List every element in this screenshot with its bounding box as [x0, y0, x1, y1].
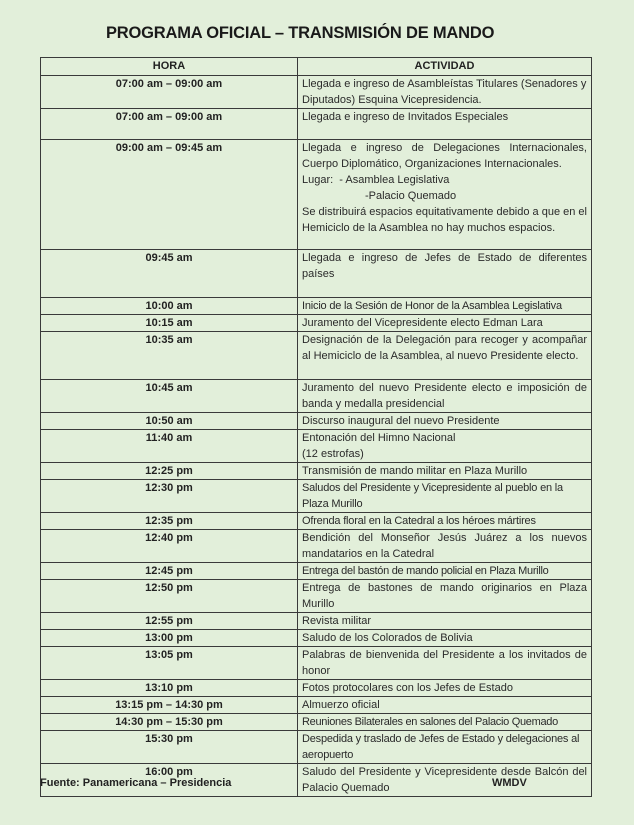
credit-note: WMDV — [492, 777, 527, 789]
row-actividad: Transmisión de mando militar en Plaza Murillo — [298, 463, 592, 480]
row-lugar-2: -Palacio Quemado — [365, 190, 457, 202]
row-actividad: Saludo del Presidente y Vicepresidente desde Balcón del Palacio Quemado — [298, 764, 592, 797]
row-hora: 12:30 pm — [41, 480, 298, 513]
row-actividad: Llegada e ingreso de Asambleístas Titulares (Senadores y Diputados) Esquina Vicepresidencia. — [298, 76, 592, 109]
row-actividad: Fotos protocolares con los Jefes de Estado — [298, 680, 592, 697]
row-hora: 13:05 pm — [41, 647, 298, 680]
row-hora: 07:00 am – 09:00 am — [41, 109, 298, 140]
table-row — [41, 680, 592, 697]
row-actividad: Saludos del Presidente y Vicepresidente al pueblo en la Plaza Murillo — [298, 480, 592, 513]
row-actividad: Discurso inaugural del nuevo Presidente — [298, 413, 592, 430]
table-row — [41, 513, 592, 530]
page-title: PROGRAMA OFICIAL – TRANSMISIÓN DE MANDO — [106, 24, 495, 42]
table-row — [41, 630, 592, 647]
table-row — [41, 463, 592, 480]
row-actividad — [298, 140, 592, 250]
header-actividad: ACTIVIDAD — [298, 58, 592, 76]
row-actividad — [298, 430, 592, 463]
row-hora: 10:50 am — [41, 413, 298, 430]
table-header-row — [41, 58, 592, 76]
table-row — [41, 430, 592, 463]
row-hora: 10:45 am — [41, 380, 298, 413]
row-actividad: Palabras de bienvenida del Presidente a los invitados de honor — [298, 647, 592, 680]
table-row — [41, 380, 592, 413]
row-actividad: Reuniones Bilaterales en salones del Palacio Quemado — [298, 714, 592, 731]
table-row — [41, 332, 592, 380]
row-actividad: Entrega de bastones de mando originarios en Plaza Murillo — [298, 580, 592, 613]
schedule-table — [40, 57, 592, 797]
row-actividad: Designación de la Delegación para recoger y acompañar al Hemiciclo de la Asamblea, al nuevo Presidente electo. — [298, 332, 592, 380]
table-row — [41, 731, 592, 764]
row-hora: 14:30 pm – 15:30 pm — [41, 714, 298, 731]
row-hora: 12:35 pm — [41, 513, 298, 530]
row-actividad: Revista militar — [298, 613, 592, 630]
row-actividad-text: Llegada e ingreso de Delegaciones Internacionales, Cuerpo Diplomático, Organizaciones Internacionales. — [302, 142, 587, 170]
row-actividad: Ofrenda floral en la Catedral a los héroes mártires — [298, 513, 592, 530]
row-hora: 11:40 am — [41, 430, 298, 463]
table-row — [41, 647, 592, 680]
row-actividad: Almuerzo oficial — [298, 697, 592, 714]
row-hora: 09:00 am – 09:45 am — [41, 140, 298, 250]
row-hora: 13:15 pm – 14:30 pm — [41, 697, 298, 714]
table-row — [41, 480, 592, 513]
row-hora: 16:00 pm — [41, 764, 298, 797]
row-actividad: Saludo de los Colorados de Bolivia — [298, 630, 592, 647]
table-row — [41, 109, 592, 140]
row-actividad: Llegada e ingreso de Invitados Especiales — [298, 109, 592, 140]
row-hora: 07:00 am – 09:00 am — [41, 76, 298, 109]
row-actividad: Despedida y traslado de Jefes de Estado y delegaciones al aeropuerto — [298, 731, 592, 764]
source-note: Fuente: Panamericana – Presidencia — [40, 777, 232, 789]
row-hora: 15:30 pm — [41, 731, 298, 764]
table-row — [41, 76, 592, 109]
row-hora: 13:00 pm — [41, 630, 298, 647]
row-actividad: Juramento del Vicepresidente electo Edman Lara — [298, 315, 592, 332]
table-row — [41, 580, 592, 613]
row-actividad-text: Entonación del Himno Nacional — [302, 432, 456, 444]
row-actividad: Entrega del bastón de mando policial en Plaza Murillo — [298, 563, 592, 580]
row-hora: 10:35 am — [41, 332, 298, 380]
table-row — [41, 613, 592, 630]
row-hora: 13:10 pm — [41, 680, 298, 697]
table-row — [41, 315, 592, 332]
row-hora: 10:00 am — [41, 298, 298, 315]
row-actividad-text-2: (12 estrofas) — [302, 448, 364, 460]
row-actividad: Juramento del nuevo Presidente electo e imposición de banda y medalla presidencial — [298, 380, 592, 413]
header-hora: HORA — [41, 58, 298, 76]
table-row — [41, 697, 592, 714]
table-row — [41, 530, 592, 563]
row-hora: 12:25 pm — [41, 463, 298, 480]
row-hora: 12:45 pm — [41, 563, 298, 580]
row-lugar-label: Lugar: - Asamblea Legislativa — [302, 174, 450, 186]
row-hora: 12:55 pm — [41, 613, 298, 630]
table-row — [41, 298, 592, 315]
row-hora: 12:40 pm — [41, 530, 298, 563]
row-hora: 09:45 am — [41, 250, 298, 298]
row-nota: Se distribuirá espacios equitativamente debido a que en el Hemiciclo de la Asamblea no hay muchos espacios. — [302, 206, 587, 234]
row-actividad: Bendición del Monseñor Jesús Juárez a los nuevos mandatarios en la Catedral — [298, 530, 592, 563]
row-actividad: Llegada e ingreso de Jefes de Estado de diferentes países — [298, 250, 592, 298]
table-row — [41, 714, 592, 731]
table-row — [41, 140, 592, 250]
row-hora: 12:50 pm — [41, 580, 298, 613]
table-row — [41, 250, 592, 298]
row-hora: 10:15 am — [41, 315, 298, 332]
table-row — [41, 413, 592, 430]
table-row — [41, 563, 592, 580]
row-actividad: Inicio de la Sesión de Honor de la Asamblea Legislativa — [298, 298, 592, 315]
